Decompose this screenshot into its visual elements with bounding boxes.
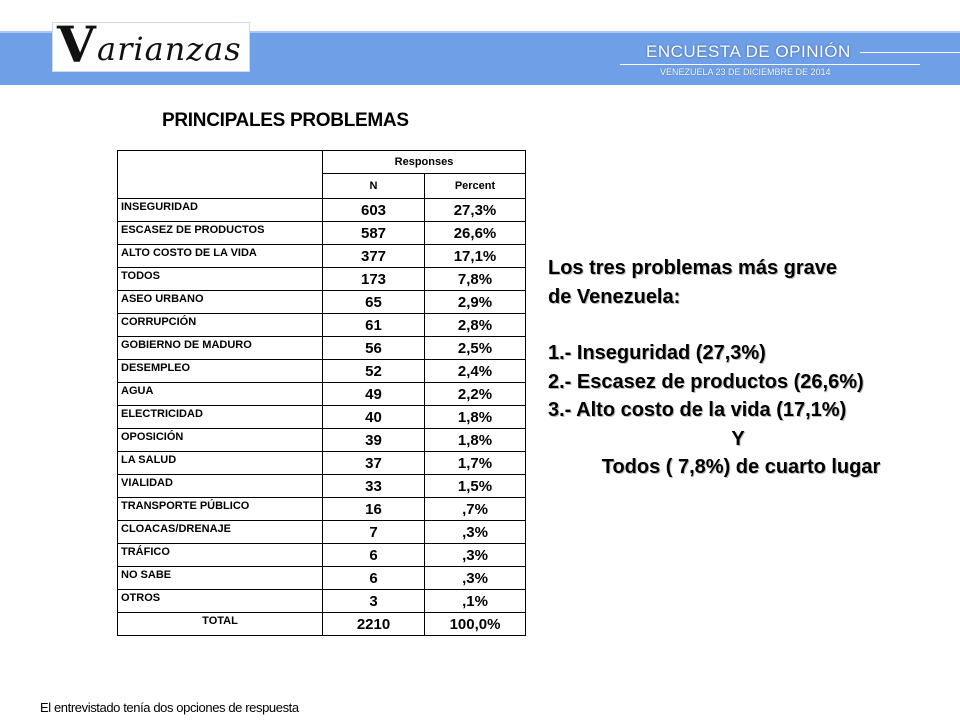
percent-value: 1,5%	[425, 475, 526, 498]
n-value: 16	[323, 498, 425, 521]
problem-label: TRÁFICO	[118, 544, 323, 567]
percent-value: 1,7%	[425, 452, 526, 475]
table-row	[118, 498, 526, 521]
table-subheader-row	[118, 174, 526, 199]
n-header: N	[323, 174, 425, 199]
header-decor-line	[860, 52, 960, 53]
problems-table	[117, 150, 526, 636]
n-value: 603	[323, 199, 425, 222]
table-row	[118, 268, 526, 291]
table-row	[118, 544, 526, 567]
table-row	[118, 337, 526, 360]
table-row	[118, 360, 526, 383]
percent-value: 2,2%	[425, 383, 526, 406]
problem-label: LA SALUD	[118, 452, 323, 475]
table-row	[118, 475, 526, 498]
percent-value: 1,8%	[425, 429, 526, 452]
problem-label: ALTO COSTO DE LA VIDA	[118, 245, 323, 268]
n-value: 56	[323, 337, 425, 360]
problem-label: AGUA	[118, 383, 323, 406]
header-blank-cell	[118, 174, 323, 199]
n-value: 33	[323, 475, 425, 498]
problem-label: GOBIERNO DE MADURO	[118, 337, 323, 360]
percent-value: 17,1%	[425, 245, 526, 268]
n-value: 7	[323, 521, 425, 544]
n-value: 6	[323, 567, 425, 590]
n-value: 377	[323, 245, 425, 268]
table-row	[118, 199, 526, 222]
summary-line: Los tres problemas más grave	[548, 257, 838, 279]
percent-value: 1,8%	[425, 406, 526, 429]
summary-connector: Y	[731, 427, 745, 450]
summary-block	[548, 254, 948, 482]
n-value: 2210	[323, 613, 425, 636]
percent-value: ,3%	[425, 521, 526, 544]
n-value: 49	[323, 383, 425, 406]
table-row	[118, 406, 526, 429]
percent-value: 2,8%	[425, 314, 526, 337]
percent-value: ,7%	[425, 498, 526, 521]
table-row	[118, 429, 526, 452]
table-header-row	[118, 151, 526, 174]
table-row	[118, 222, 526, 245]
total-row	[118, 613, 526, 636]
problem-label: ELECTRICIDAD	[118, 406, 323, 429]
problem-label: CLOACAS/DRENAJE	[118, 521, 323, 544]
n-value: 61	[323, 314, 425, 337]
n-value: 173	[323, 268, 425, 291]
n-value: 40	[323, 406, 425, 429]
percent-value: 2,5%	[425, 337, 526, 360]
summary-line: de Venezuela:	[548, 285, 681, 308]
percent-value: 27,3%	[425, 199, 526, 222]
logo-mark: V	[57, 15, 96, 74]
n-value: 52	[323, 360, 425, 383]
survey-title: ENCUESTA DE OPINIÓN	[646, 42, 851, 61]
footnote: El entrevistado tenía dos opciones de respuesta	[40, 700, 299, 715]
percent-header: Percent	[425, 174, 526, 199]
problem-label: ESCASEZ DE PRODUCTOS	[118, 222, 323, 245]
problem-label: NO SABE	[118, 567, 323, 590]
problem-label: OPOSICIÓN	[118, 429, 323, 452]
header-blank-cell	[118, 151, 323, 174]
survey-subtitle: VENEZUELA 23 DE DICIEMBRE DE 2014	[660, 67, 831, 77]
table-row	[118, 590, 526, 613]
problem-label: INSEGURIDAD	[118, 199, 323, 222]
table-row	[118, 314, 526, 337]
percent-value: 7,8%	[425, 268, 526, 291]
n-value: 3	[323, 590, 425, 613]
summary-closing: Todos ( 7,8%) de cuarto lugar	[601, 456, 881, 478]
responses-header: Responses	[323, 151, 526, 174]
n-value: 39	[323, 429, 425, 452]
problem-label: VIALIDAD	[118, 475, 323, 498]
problem-label: DESEMPLEO	[118, 360, 323, 383]
percent-value: 2,4%	[425, 360, 526, 383]
percent-value: ,3%	[425, 544, 526, 567]
table-row	[118, 452, 526, 475]
n-value: 37	[323, 452, 425, 475]
summary-item: 3.- Alto costo de la vida (17,1%)	[548, 399, 847, 421]
problem-label: OTROS	[118, 590, 323, 613]
percent-value: 2,9%	[425, 291, 526, 314]
problem-label: ASEO URBANO	[118, 291, 323, 314]
problem-label: TOTAL	[118, 613, 323, 636]
logo	[52, 15, 250, 74]
percent-value: ,3%	[425, 567, 526, 590]
header-decor-line	[620, 64, 920, 65]
table-title: PRINCIPALES PROBLEMAS	[162, 110, 409, 131]
summary-item: 2.- Escasez de productos (26,6%)	[548, 370, 864, 393]
table-row	[118, 567, 526, 590]
problem-label: CORRUPCIÓN	[118, 314, 323, 337]
table-row	[118, 291, 526, 314]
n-value: 6	[323, 544, 425, 567]
problem-label: TODOS	[118, 268, 323, 291]
table-row	[118, 245, 526, 268]
percent-value: 26,6%	[425, 222, 526, 245]
percent-value: 100,0%	[425, 613, 526, 636]
summary-item: 1.- Inseguridad (27,3%)	[548, 342, 766, 364]
table-row	[118, 383, 526, 406]
percent-value: ,1%	[425, 590, 526, 613]
n-value: 65	[323, 291, 425, 314]
n-value: 587	[323, 222, 425, 245]
table-row	[118, 521, 526, 544]
problem-label: TRANSPORTE PÚBLICO	[118, 498, 323, 521]
logo-text: arianzas	[97, 30, 242, 68]
